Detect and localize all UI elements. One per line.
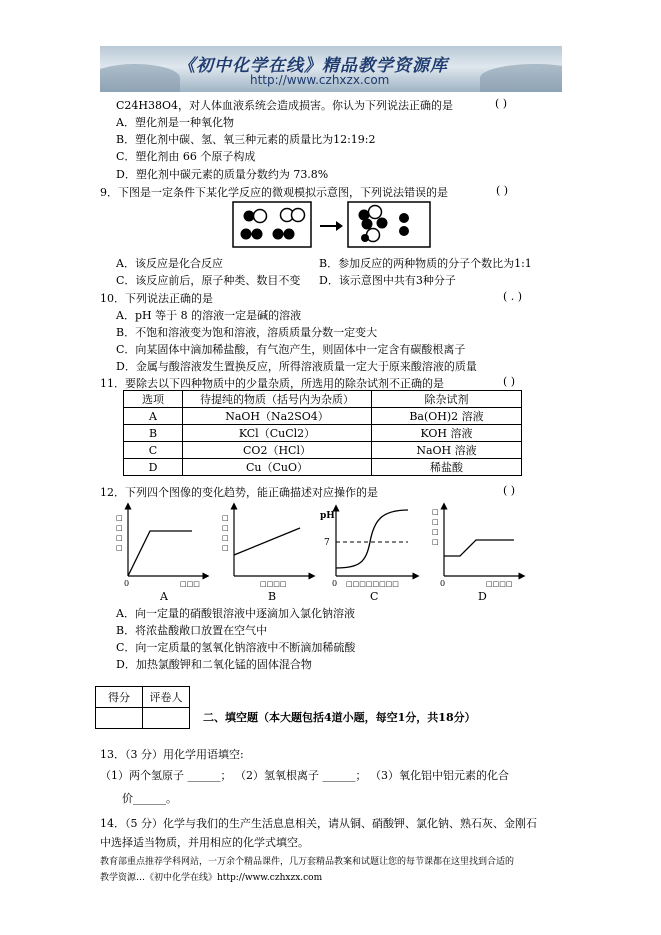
q8-option-c: C．塑化剂由 66 个原子构成 bbox=[116, 150, 256, 163]
q9-stem: 9．下图是一定条件下某化学反应的微观模拟示意图，下列说法错误的是 bbox=[100, 186, 448, 199]
ph-value: 7 bbox=[324, 538, 330, 548]
q12-stem: 12．下列四个图像的变化趋势，能正确描述对应操作的是 bbox=[100, 486, 378, 499]
axis-label-placeholder: □ bbox=[116, 524, 123, 532]
reaction-diagram bbox=[232, 200, 432, 250]
q8-option-b: B．塑化剂中碳、氢、氧三种元素的质量比为12:19:2 bbox=[116, 133, 376, 146]
axis-label-placeholder: □ bbox=[432, 518, 439, 526]
table-header: 除杂试剂 bbox=[372, 391, 522, 408]
banner-title: 《初中化学在线》精品教学资源库 bbox=[178, 56, 448, 76]
q13-stem: 13．（3 分）用化学用语填空: bbox=[100, 748, 244, 761]
q9-option-d: D．该示意图中共有3种分子 bbox=[319, 274, 456, 287]
axis-label-placeholder: □ bbox=[432, 508, 439, 516]
q10-option-d: D．金属与酸溶液发生置换反应，所得溶液质量一定大于原来酸溶液的质量 bbox=[116, 360, 477, 373]
q12-option-b: B．将浓盐酸敞口放置在空气中 bbox=[116, 624, 268, 637]
grader-cell[interactable] bbox=[143, 708, 190, 729]
axis-zero: 0 bbox=[332, 579, 338, 588]
q9-option-c: C．该反应前后，原子种类、数目不变 bbox=[116, 274, 301, 287]
axis-label-placeholder: □ bbox=[222, 524, 229, 532]
score-label: 得分 bbox=[96, 687, 143, 708]
table-row bbox=[124, 425, 522, 442]
axis-label-placeholder: □ bbox=[116, 534, 123, 542]
q10-bracket: ( . ) bbox=[503, 290, 523, 303]
axis-label-placeholder: □ bbox=[432, 538, 439, 546]
table-cell: A bbox=[124, 408, 183, 425]
axis-label-placeholder: □ bbox=[222, 514, 229, 522]
ph-label: pH bbox=[320, 511, 335, 521]
q11-bracket: ( ) bbox=[503, 375, 516, 388]
reactant-box bbox=[233, 202, 311, 247]
reagent-table bbox=[123, 390, 522, 476]
table-header: 选项 bbox=[124, 391, 183, 408]
table-cell: NaOH 溶液 bbox=[372, 442, 522, 459]
graph-label-a: A bbox=[160, 590, 168, 603]
graph-d bbox=[432, 506, 522, 588]
graph-a bbox=[116, 506, 206, 588]
q10-option-b: B．不饱和溶液变为饱和溶液，溶质质量分数一定变大 bbox=[116, 326, 378, 339]
q13-line1: （1）两个氢原子 ______； （2）氢氧根离子 ______； （3）氧化铝中铝元素的化合 bbox=[100, 769, 509, 782]
q14-line2: 中选择适当物质，并用相应的化学式填空。 bbox=[100, 836, 309, 849]
axis-label-placeholder: □ bbox=[116, 514, 123, 522]
axis-label-placeholder: □□□ bbox=[180, 580, 200, 588]
banner-decoration bbox=[480, 64, 562, 92]
header-banner bbox=[100, 46, 562, 92]
axis-zero: 0 bbox=[440, 579, 446, 588]
score-cell[interactable] bbox=[96, 708, 143, 729]
score-table bbox=[95, 686, 190, 729]
banner-url[interactable]: http://www.czhxzx.com bbox=[250, 73, 390, 87]
graph-label-b: B bbox=[268, 590, 277, 603]
table-cell: CO2（HCl） bbox=[183, 442, 372, 459]
banner-decoration bbox=[100, 64, 180, 92]
q10-option-c: C．向某固体中滴加稀盐酸，有气泡产生，则固体中一定含有碳酸根离子 bbox=[116, 343, 466, 356]
footer-line1: 教育部重点推荐学科网站，一万余个精品课件，几万套精品教案和试题让您的每节课都在这里找到合适的 bbox=[100, 857, 515, 867]
table-cell: KOH 溶液 bbox=[372, 425, 522, 442]
q10-option-a: A．pH 等于 8 的溶液一定是碱的溶液 bbox=[116, 309, 302, 322]
table-header: 待提纯的物质（括号内为杂质） bbox=[183, 391, 372, 408]
q10-stem: 10．下列说法正确的是 bbox=[100, 292, 213, 305]
q13-line2: 价______。 bbox=[122, 792, 177, 805]
axis-zero: 0 bbox=[124, 579, 130, 588]
table-header-row bbox=[124, 391, 522, 408]
q12-bracket: ( ) bbox=[503, 484, 516, 497]
product-box bbox=[348, 202, 430, 247]
table-cell: Cu（CuO） bbox=[183, 459, 372, 476]
graph-label-d: D bbox=[478, 590, 487, 603]
axis-label-placeholder: □ bbox=[432, 528, 439, 536]
q8-bracket: ( ) bbox=[495, 97, 508, 110]
grader-label: 评卷人 bbox=[143, 687, 190, 708]
table-row bbox=[124, 442, 522, 459]
q12-option-a: A．向一定量的硝酸银溶液中逐滴加入氯化钠溶液 bbox=[116, 607, 355, 620]
table-cell: KCl（CuCl2） bbox=[183, 425, 372, 442]
q8-option-a: A．塑化剂是一种氧化物 bbox=[116, 116, 234, 129]
axis-label-placeholder: □□□□ bbox=[486, 580, 513, 588]
table-cell: B bbox=[124, 425, 183, 442]
graph-label-c: C bbox=[370, 590, 379, 603]
q9-option-b: B．参加反应的两种物质的分子个数比为1:1 bbox=[319, 257, 532, 270]
reaction-arrow bbox=[320, 221, 343, 231]
table-cell: NaOH（Na2SO4） bbox=[183, 408, 372, 425]
q14-line1: 14．（5 分）化学与我们的生产生活息息相关，请从铜、硝酸钾、氯化钠、熟石灰、金刚石 bbox=[100, 817, 537, 830]
q12-option-d: D．加热氯酸钾和二氧化锰的固体混合物 bbox=[116, 658, 312, 671]
table-cell: D bbox=[124, 459, 183, 476]
q9-option-a: A．该反应是化合反应 bbox=[116, 257, 223, 270]
table-cell: C bbox=[124, 442, 183, 459]
axis-label-placeholder: □ bbox=[222, 544, 229, 552]
axis-label-placeholder: □□□□ bbox=[260, 580, 287, 588]
q8-option-d: D．塑化剂中碳元素的质量分数约为 73.8% bbox=[116, 168, 329, 181]
q12-option-c: C．向一定质量的氢氧化钠溶液中不断滴加稀硫酸 bbox=[116, 641, 356, 654]
table-row bbox=[124, 408, 522, 425]
table-cell: 稀盐酸 bbox=[372, 459, 522, 476]
axis-label-placeholder: □□□□□□□□ bbox=[346, 580, 399, 588]
section-title: 二、填空题（本大题包括4道小题，每空1分，共18分） bbox=[203, 711, 476, 724]
q11-stem: 11．要除去以下四种物质中的少量杂质，所选用的除杂试剂不正确的是 bbox=[100, 377, 444, 390]
axis-label-placeholder: □ bbox=[116, 544, 123, 552]
table-row bbox=[124, 459, 522, 476]
axis-label-placeholder: □ bbox=[222, 534, 229, 542]
graph-b bbox=[222, 506, 312, 588]
footer-line2[interactable]: 教学资源…《初中化学在线》http://www.czhxzx.com bbox=[100, 873, 323, 883]
q8-line: C24H38O4，对人体血液系统会造成损害。你认为下列说法正确的是 bbox=[116, 99, 454, 112]
q9-bracket: ( ) bbox=[496, 184, 509, 197]
trend-graphs bbox=[110, 500, 530, 592]
graph-c bbox=[320, 508, 416, 588]
table-cell: Ba(OH)2 溶液 bbox=[372, 408, 522, 425]
